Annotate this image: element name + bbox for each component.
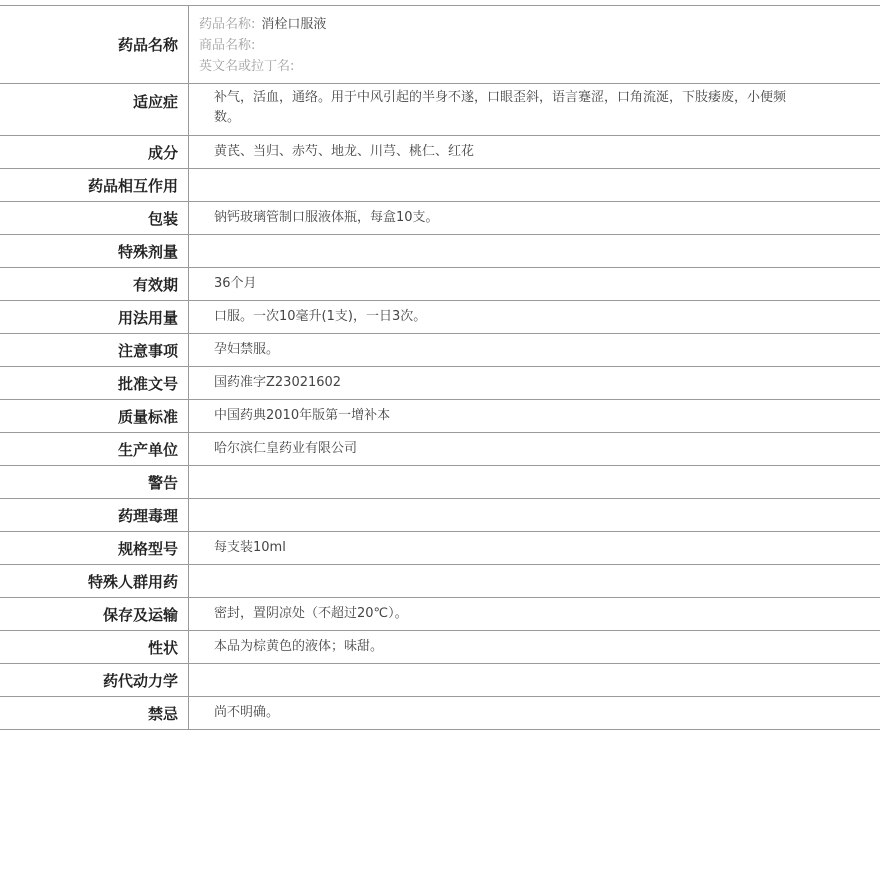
row-value: 本品为棕黄色的液体；味甜。 [214, 639, 384, 654]
table-row-pharmacokinetics [0, 664, 880, 697]
drug-name-block [189, 6, 880, 83]
row-label: 药理毒理 [0, 499, 189, 531]
table-row-manufacturer [0, 433, 880, 466]
row-value: 钠钙玻璃管制口服液体瓶，每盒10支。 [214, 210, 439, 225]
row-label: 药代动力学 [0, 664, 189, 696]
row-label: 药品名称 [0, 6, 189, 83]
table-row-indications [0, 84, 880, 136]
trade-name-value [255, 38, 261, 53]
row-value: 补气，活血，通络。用于中风引起的半身不遂，口眼歪斜，语言蹇涩，口角流涎，下肢痿废，小便频数。 [214, 90, 787, 125]
table-row-special-dosage [0, 235, 880, 268]
row-label: 药品相互作用 [0, 169, 189, 201]
table-row-specification [0, 532, 880, 565]
english-name-value [294, 59, 300, 74]
table-row-interactions [0, 169, 880, 202]
row-label: 特殊人群用药 [0, 565, 189, 597]
row-value [189, 499, 880, 531]
row-value: 哈尔滨仁皇药业有限公司 [214, 441, 358, 456]
row-value: 中国药典2010年版第一增补本 [214, 408, 391, 423]
row-value: 国药准字Z23021602 [214, 375, 342, 390]
table-row-packaging [0, 202, 880, 235]
table-row-dosage [0, 301, 880, 334]
row-value [189, 169, 880, 201]
row-label: 禁忌 [0, 697, 189, 729]
row-value: 黄芪、当归、赤芍、地龙、川芎、桃仁、红花 [214, 144, 475, 159]
row-value [189, 565, 880, 597]
table-row-ingredients [0, 136, 880, 169]
row-value [189, 664, 880, 696]
table-row-appearance [0, 631, 880, 664]
english-name-key: 英文名或拉丁名: [199, 59, 295, 74]
table-row-special-populations [0, 565, 880, 598]
row-label: 生产单位 [0, 433, 189, 465]
drug-name-key: 药品名称: [199, 17, 256, 32]
row-label: 用法用量 [0, 301, 189, 333]
row-value: 每支装10ml [214, 540, 286, 555]
table-row-shelf-life [0, 268, 880, 301]
table-row-drug-name [0, 6, 880, 84]
table-row-approval-number [0, 367, 880, 400]
row-label: 特殊剂量 [0, 235, 189, 267]
row-label: 有效期 [0, 268, 189, 300]
row-value: 密封，置阴凉处（不超过20℃）。 [214, 606, 408, 621]
row-label: 批准文号 [0, 367, 189, 399]
row-label: 包装 [0, 202, 189, 234]
row-label: 保存及运输 [0, 598, 189, 630]
row-label: 注意事项 [0, 334, 189, 366]
row-label: 性状 [0, 631, 189, 663]
drug-spec-table [0, 5, 880, 730]
table-row-storage [0, 598, 880, 631]
table-row-precautions [0, 334, 880, 367]
row-label: 成分 [0, 136, 189, 168]
row-value: 尚不明确。 [214, 705, 280, 720]
row-value: 孕妇禁服。 [214, 342, 280, 357]
drug-name-value: 消栓口服液 [261, 17, 327, 32]
row-value: 口服。一次10毫升(1支)，一日3次。 [214, 309, 427, 324]
row-value [189, 235, 880, 267]
trade-name-key: 商品名称: [199, 38, 256, 53]
table-row-pharmacology [0, 499, 880, 532]
row-value [189, 466, 880, 498]
table-row-warning [0, 466, 880, 499]
drug-name-line [199, 14, 880, 35]
row-value: 36个月 [214, 276, 257, 291]
table-row-contraindications [0, 697, 880, 730]
row-label: 质量标准 [0, 400, 189, 432]
row-label: 适应症 [0, 84, 189, 135]
english-name-line [199, 56, 880, 77]
table-row-quality-standard [0, 400, 880, 433]
row-label: 规格型号 [0, 532, 189, 564]
row-label: 警告 [0, 466, 189, 498]
trade-name-line [199, 35, 880, 56]
